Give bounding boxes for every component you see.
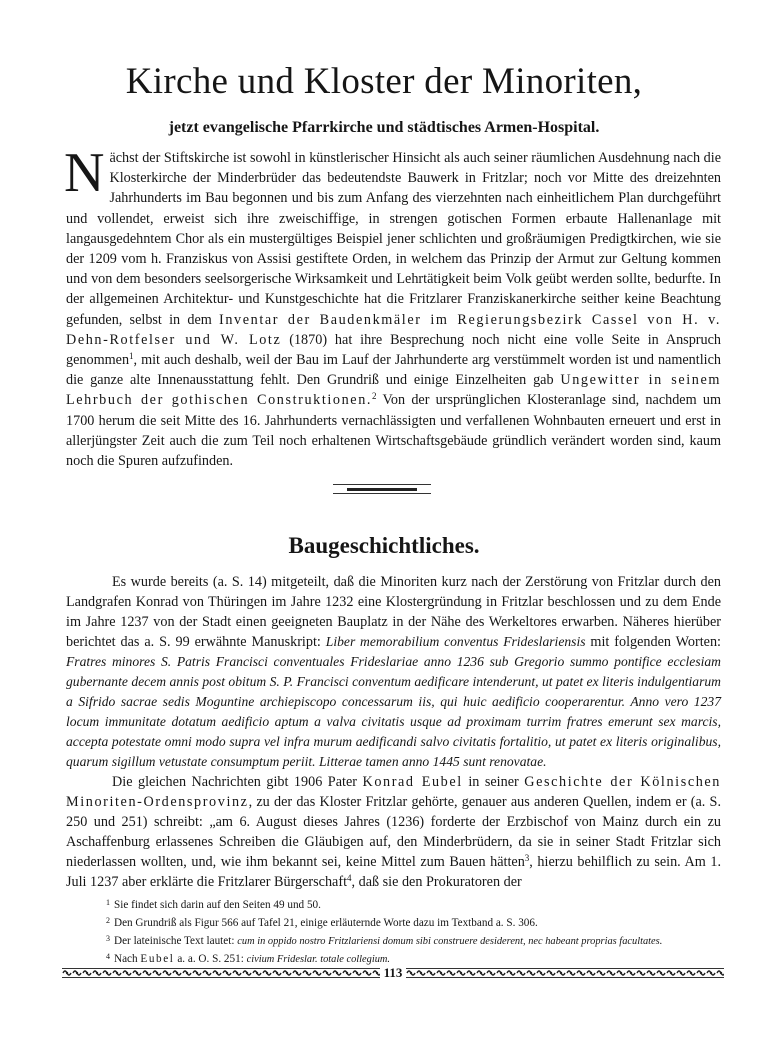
- footnote-ref-2: 2: [372, 391, 377, 402]
- section-heading: Baugeschichtliches.: [288, 533, 480, 558]
- intro-text-1: ächst der Stiftskirche ist sowohl in künstlerischer Hinsicht als auch seiner räumlichen Ausdehnung nach die Klosterkirche der Minderbrüder das bedeutendste Bauwerk in Fritzlar; noch vor Mitte des dreizehnten Jahrhunderts im Bau begonnen und bis zum Anfang des vierzehnten nach einheitlichem Plan durchgeführt und vollendet, erweist sich ihre zweischiffige, in strengen gotischen Formen erbaute Hallenanlage mit langausgedehntem Chor als ein mustergültiges Beispiel jener schlichten und großräumigen Predigtkirchen, wie sie der 1209 vom h. Franziskus von Assisi gestiftete Orden, in welchem das Prinzip der Armut zur Geltung kommen und von dem besonders seelsorgerische Wirksamkeit und Lehrtätigkeit beim Volk geübt werden sollte, bedurfte. In der allgemeinen Architektur- und Kunstgeschichte hat die Fritzlarer Franziskanerkirche seither keine Beachtung gefunden, selbst in dem: [66, 150, 721, 328]
- footnote-4: [106, 949, 726, 967]
- page-subtitle: jetzt evangelische Pfarrkirche und städtisches Armen-Hospital.: [168, 119, 600, 136]
- p2-text-2: in seiner: [462, 774, 525, 790]
- page-title: Kirche und Kloster der Minoriten,: [125, 61, 643, 102]
- section-body: [66, 572, 721, 892]
- footnote-1: [106, 895, 726, 913]
- p1-latin-quote: Fratres minores S. Patris Francisci conventuales Frideslariae anno 1236 sub Gregorio summo pontifice ecclesiam gubernante decem annis post obitum S. P. Francisci conventum aedificare intenderunt, ut patet ex literis indulgentiarum a Sifrido sacrae sedis Moguntine archiepiscopo concessarum iis, qui huic aedificio cooperarentur. Anno vero 1237 locum immunitate dotatum aedificio aptum a valva civitatis usque ad proximam turrim fratres emerunt sex marcis, accepta potestate omni modo supra vel infra murum aedificandi salvo civitatis fortalitio, ut patet ex literis originalibus, quarum sigillum vetustate consumptum periit. Litterae tamen anno 1445 sunt renovatae.: [66, 654, 721, 769]
- ornament-border-left: [62, 968, 380, 978]
- page-number: 113: [383, 965, 403, 980]
- intro-reference-inventar: Inventar der Baudenkmäler im Regierungsbezirk Cassel von H. v. Dehn-Rotfelser und W. Lotz: [66, 311, 721, 348]
- footnote-number: 3: [106, 934, 110, 943]
- footnote-text: Den Grundriß als Figur 566 auf Tafel 21, einige erläuternde Worte dazu im Textband a. S. 306.: [114, 917, 538, 929]
- footnote-ref-3: 3: [524, 853, 530, 863]
- p2-text-4: , hierzu behilflich zu sein. Am 1. Juli 1237 aber erklärte die Fritzlarer Bürgerschaft: [66, 854, 721, 890]
- footnote-ref-1: 1: [129, 351, 134, 362]
- p1-text-1: Es wurde bereits (a. S. 14) mitgeteilt, daß die Minoriten kurz nach der Zerstörung von Fritzlar durch den Landgrafen Konrad von Thüringen im Jahre 1232 eine Klostergründung in Fritzlar beschlossen und zu dem Ende im Jahre 1237 von der Stadt einen geeigneten Bauplatz in der Nähe des Werkeltores erwarben. Näheres hierüber berichtet das a. S. 99 erwähnte Manuskript:: [66, 574, 721, 650]
- intro-reference-ungewitter: Ungewitter in seinem Lehrbuch der gothischen Construktionen.: [66, 372, 722, 409]
- footnote-text: Sie findet sich darin auf den Seiten 49 und 50.: [114, 899, 321, 911]
- divider-line-bottom: [333, 493, 431, 494]
- footnote-2: [106, 913, 726, 931]
- intro-text-4: Von der ursprünglichen Klosteranlage sind, nachdem um 1700 herum die seit Mitte des 16. Jahrhunderts vernachlässigten und verfallenen Wohnbauten erneuert und erst in allerjüngster Zeit auch die zum Teil noch erhaltenen Wirtschaftsgebäude gründlich verändert worden sind, kaum noch die Spuren aufzufinden.: [66, 392, 721, 470]
- drop-cap: N: [64, 142, 105, 204]
- footnote-text: a. a. O. S. 251:: [174, 953, 247, 965]
- footnote-number: 2: [106, 916, 110, 925]
- footnote-text: Der lateinische Text lautet:: [114, 935, 238, 947]
- footnote-text: Nach: [114, 953, 141, 965]
- divider-line-top: [333, 484, 431, 485]
- p2-text-1: Die gleichen Nachrichten gibt 1906 Pater: [112, 774, 363, 790]
- footnote-ref-4: 4: [347, 873, 352, 883]
- section-divider: [333, 484, 431, 494]
- footnote-latin: cum in oppido nostro Fritzlariensi domum sibi construere desiderent, nec habeant proprias facultates.: [237, 936, 663, 947]
- p2-book-title: Geschichte der Kölnischen Minoriten-Ordensprovinz: [66, 774, 721, 810]
- footnote-author: Eubel: [140, 953, 175, 965]
- p1-text-2: mit folgenden Worten:: [585, 634, 722, 650]
- footnote-number: 4: [106, 952, 110, 961]
- ornament-border-right: [406, 968, 724, 978]
- footnotes: [106, 895, 726, 967]
- intro-text-3: , mit auch deshalb, weil der Bau im Lauf der Jahrhunderte arg verstümmelt worden ist und namentlich die ganze alte Innenausstattung fehlt. Den Grundriß und einige Einzelheiten gab: [66, 352, 721, 389]
- footnote-latin: civium Frideslar. totale collegium.: [246, 954, 391, 965]
- footnote-number: 1: [106, 898, 110, 907]
- page-footer: [62, 966, 724, 980]
- p2-author-name: Konrad Eubel: [362, 774, 463, 790]
- p2-text-3: , zu der das Kloster Fritzlar gehörte, genauer aus anderen Quellen, indem er (a. S. 250 und 251) schreibt: „am 6. August dieses Jahres (1236) forderte der Erzbischof von Mainz durch ein zu Aschaffenburg erlassenes Schreiben die Gläubigen auf, den Minderbrüdern, da sie in seiner Stadt Fritzlar sich niederlassen wollten, und, wie ihm bekannt sei, keine Mittel zum Bauen hätten: [66, 794, 721, 870]
- p1-latin-title: Liber memorabilium conventus Frideslariensis: [325, 634, 586, 649]
- divider-line-middle: [347, 488, 417, 491]
- paragraph-1: [66, 572, 721, 772]
- footnote-3: [106, 931, 726, 949]
- intro-paragraph: [64, 142, 722, 471]
- p2-text-5: , daß sie den Prokuratoren der: [351, 874, 522, 890]
- paragraph-2: [66, 772, 721, 892]
- intro-text-2: (1870) hat ihre Besprechung noch nicht eine volle Seite in Anspruch genommen: [66, 331, 722, 369]
